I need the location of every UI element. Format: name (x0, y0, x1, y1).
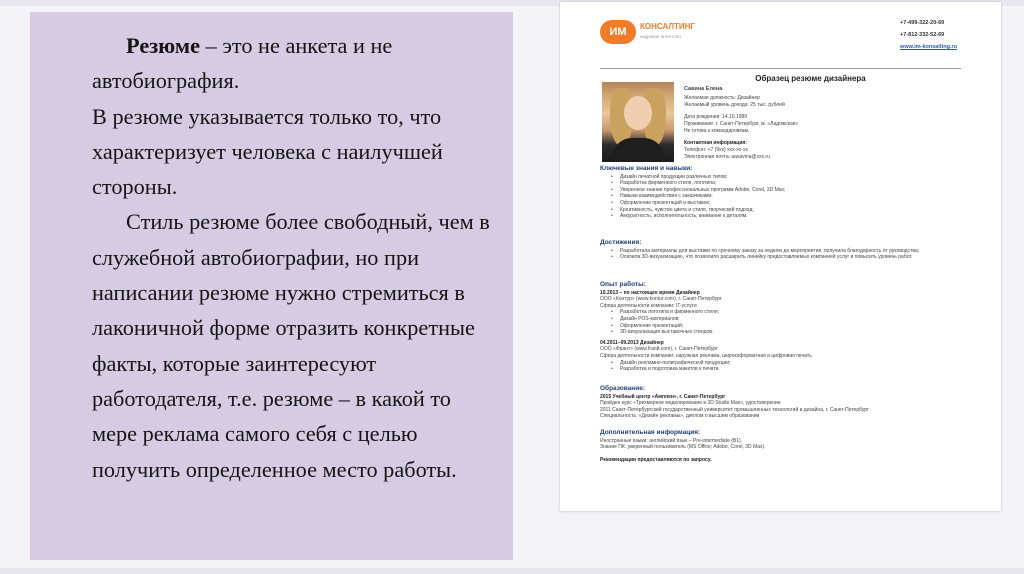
list-item: • Креативность, чувство цвета и стиля, творческий подход; (620, 207, 960, 214)
list-item: • 3D-визуализация выставочных стендов. (620, 329, 960, 336)
candidate-name: Савина Елена (684, 86, 723, 92)
experience-header: Опыт работы: (600, 281, 646, 288)
edu-line-3: 2011 Санкт-Петербургский государственный университет промышленных технологий и дизайна, г. Санкт-Петербург (600, 406, 869, 413)
additional-info-header: Дополнительная информация: (600, 429, 701, 436)
achievements-section (600, 240, 960, 261)
list-item: • Аккуратность, исполнительность, внимание к деталям. (620, 213, 960, 220)
logo-name: КОНСАЛТИНГ (640, 22, 695, 31)
birth-date: Дата рождения: 14.10.1989 (684, 114, 748, 120)
contact-header: Контактная информация: (684, 140, 748, 146)
job2-company: ООО «Франт» (www.frantt.com), г. Санкт-Петербург (600, 346, 718, 353)
edu-line-2: Пройден курс «Трехмерное моделирование в 3D Studio Max», удостоверение (600, 400, 781, 407)
paragraph-style: Стиль резюме более свободный, чем в служебной автобиографии, но при написании резюме нужно стремиться в лаконичной форме отразить конкретные факты, которые заинтересуют работодателя, т.е. резюме – в какой то мере реклама самого себя с целью получить определенное место работы. (92, 209, 490, 482)
education-header: Образование: (600, 385, 646, 392)
references-note: Рекомендации предоставляются по запросу. (600, 456, 712, 463)
desired-position: Желаемая должность: Дизайнер (684, 95, 760, 101)
additional-info-section (600, 430, 960, 463)
list-item: • Навыки взаимодействия с заказчиками; (620, 193, 960, 200)
resume-sample-document (560, 2, 1001, 511)
contact-email: Электронная почта: aasavina@xxx.ru (684, 154, 770, 160)
skills-section (600, 166, 960, 220)
achievements-header: Достижения: (600, 239, 642, 246)
list-item: • Дизайн печатной продукции различных типов; (620, 174, 960, 181)
relocation: Не готова к командировкам. (684, 128, 750, 134)
paragraph-definition (92, 28, 493, 99)
logo-subtitle: кадровое агентство (640, 34, 681, 39)
list-item: • Освоила 3D-визуализацию, что позволило расширить линейку предоставляемых компанией услуг и повысить уровень работ. (620, 254, 960, 261)
job2-period: 04.2011–09.2013 Дизайнер (600, 339, 664, 346)
list-item: • Оформление презентаций; (620, 323, 960, 330)
company-phone-1: +7-499-322-20-69 (900, 20, 945, 26)
list-item: • Дизайн рекламно-полиграфической продукции; (620, 360, 960, 367)
list-item: • Разработала материалы для выставки по срочному заказу за неделю до мероприятия, получила благодарность от руководства; (620, 248, 960, 255)
job1-company: ООО «Контур» (www.kontur.com), г. Санкт-Петербург (600, 296, 722, 303)
residence: Проживание: г. Санкт-Петербург, м. «Ладожская» (684, 121, 799, 127)
experience-section (600, 282, 960, 373)
header-divider (600, 68, 961, 69)
term-resume: Резюме (126, 33, 201, 58)
company-website-link[interactable]: www.im-konsalting.ru (900, 44, 957, 50)
company-contacts (900, 20, 957, 56)
logo-mark: ИМ (600, 20, 636, 44)
definition-text: – это не анкета и не автобиография. (92, 33, 393, 94)
education-section (600, 386, 960, 420)
slide-bottom-border (0, 568, 1024, 574)
company-phone-2: +7-812-332-52-69 (900, 32, 945, 38)
list-item: • Разработка логотипа и фирменного стиля; (620, 309, 960, 316)
job1-period: 10.2013 – по настоящее время Дизайнер (600, 289, 700, 296)
text-panel (30, 12, 513, 560)
list-item: • Оформление презентаций и выставок; (620, 200, 960, 207)
list-item: • Разработка фирменного стиля, логотипа; (620, 180, 960, 187)
edu-line-1: 2015 Учебный центр «Амплен», г. Санкт-Петербург (600, 393, 726, 400)
languages: Иностранные языки: английский язык – Pre-intermediate (B1). (600, 437, 743, 444)
list-item: • Дизайн POS-материалов; (620, 316, 960, 323)
edu-line-4: Специальность: «Дизайн рекламы», диплом о высшем образовании (600, 413, 760, 420)
contact-phone: Телефон: +7 (9хх) ххх-хх-хх (684, 147, 748, 153)
list-item: • Уверенное знание профессиональных программ Adobe, Corel, 3D Max; (620, 187, 960, 194)
skills-header: Ключевые знания и навыки: (600, 165, 693, 172)
desired-income: Желаемый уровень дохода: 25 тыс. рублей (684, 102, 785, 108)
pc-skills: Знание ПК: уверенный пользователь (MS Office; Adobe, Corel, 3D Max). (600, 444, 766, 451)
job2-sphere: Сфера деятельности компании: наружная реклама, широкоформатная и цифровая печать (600, 352, 812, 359)
job1-sphere: Сфера деятельности компании: IT-услуги (600, 302, 697, 309)
candidate-info (684, 86, 864, 161)
document-title: Образец резюме дизайнера (755, 74, 866, 83)
list-item: • Разработка и подготовка макетов к печати. (620, 366, 960, 373)
paragraph-content: В резюме указывается только то, что характеризует человека с наилучшей стороны. (92, 103, 443, 200)
candidate-photo (602, 82, 674, 162)
